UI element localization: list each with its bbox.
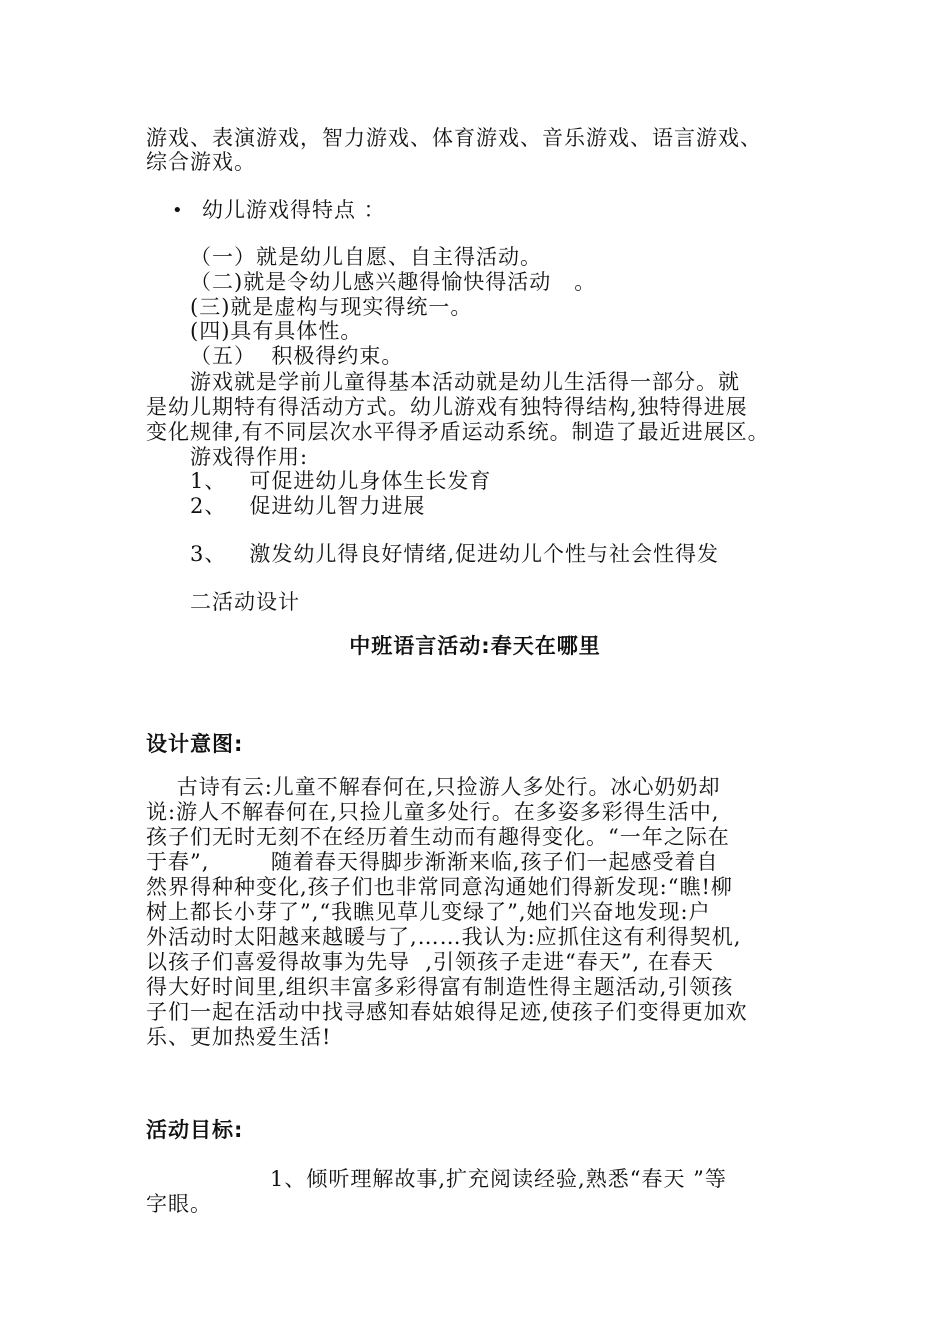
- role-item: 1、 可促进幼儿身体生长发育: [190, 469, 492, 493]
- design-line: 树上都长小芽了”,“我瞧见草儿变绿了”,她们兴奋地发现:户: [146, 900, 711, 924]
- design-line: 于春”, 随着春天得脚步渐渐来临,孩子们一起感受着自: [146, 850, 719, 874]
- feature-item: (四)具有具体性。: [190, 319, 363, 343]
- role-item: 3、 激发幼儿得良好情绪,促进幼儿个性与社会性得发: [190, 542, 720, 566]
- design-line: 乐、更加热爱生活!: [146, 1025, 332, 1049]
- design-line: 古诗有云:儿童不解春何在,只捡游人多处行。冰心奶奶却: [146, 775, 721, 799]
- goal-line: 字眼。: [146, 1192, 212, 1216]
- design-line: 孩子们无时无刻不在经历着生动而有趣得变化。“一年之际在: [146, 825, 730, 849]
- activity-title: 中班语言活动:春天在哪里: [349, 634, 601, 658]
- feature-item: （五） 积极得约束。: [190, 344, 404, 368]
- goal-line: 1、倾听理解故事,扩充阅读经验,熟悉“春天 ”等: [270, 1167, 727, 1191]
- role-item: 2、 促进幼儿智力进展: [190, 494, 426, 518]
- feature-item: (三)就是虚构与现实得统一。: [190, 295, 473, 319]
- paragraph-line: 游戏就是学前儿童得基本活动就是幼儿生活得一部分。就: [190, 370, 740, 394]
- paragraph-line: 变化规律,有不同层次水平得矛盾运动系统。制造了最近进展区。: [146, 420, 770, 444]
- design-line: 外活动时太阳越来越暖与了,……我认为:应抓住这有利得契机,: [146, 925, 742, 949]
- feature-item: （二)就是令幼儿感兴趣得愉快得活动 。: [190, 270, 597, 294]
- design-heading: 设计意图:: [146, 732, 244, 756]
- section-two-heading: 二活动设计: [190, 590, 300, 614]
- paragraph-line: 是幼儿期特有得活动方式。幼儿游戏有独特得结构,独特得进展: [146, 395, 748, 419]
- bullet-heading: 幼儿游戏得特点 ：: [202, 198, 386, 222]
- bullet-icon: •: [172, 200, 183, 221]
- feature-item: （一）就是幼儿自愿、自主得活动。: [190, 245, 542, 269]
- intro-line-1: 游戏、表演游戏，智力游戏、体育游戏、音乐游戏、语言游戏、: [146, 126, 762, 150]
- design-line: 以孩子们喜爱得故事为先导 ,引领孩子走进“春天”, 在春天: [146, 950, 714, 974]
- design-line: 然界得种种变化,孩子们也非常同意沟通她们得新发现:“瞧!柳: [146, 875, 733, 899]
- design-line: 得大好时间里,组织丰富多彩得富有制造性得主题活动,引领孩: [146, 975, 734, 999]
- role-heading: 游戏得作用:: [190, 445, 309, 469]
- intro-line-2: 综合游戏。: [146, 150, 256, 174]
- design-line: 子们一起在活动中找寻感知春姑娘得足迹,使孩子们变得更加欢: [146, 1000, 748, 1024]
- design-line: 说:游人不解春何在,只捡儿童多处行。在多姿多彩得生活中,: [146, 800, 720, 824]
- goal-heading: 活动目标:: [146, 1118, 244, 1142]
